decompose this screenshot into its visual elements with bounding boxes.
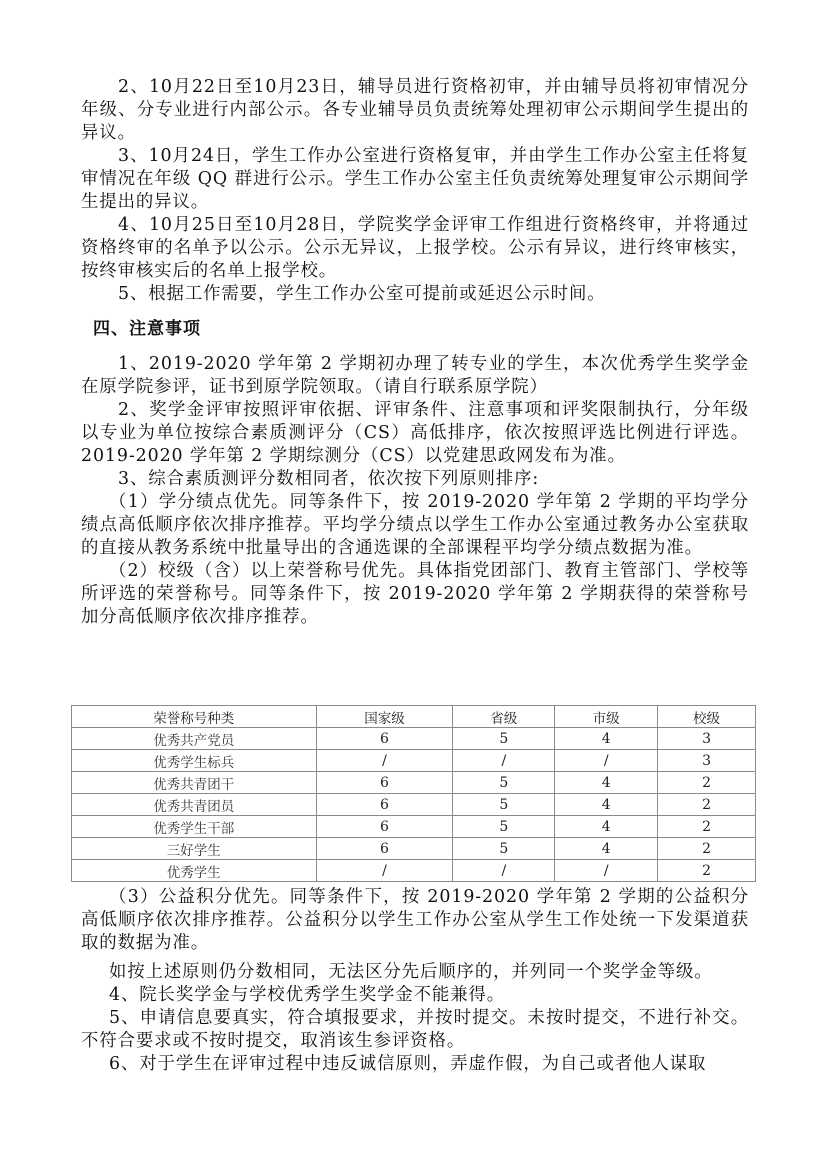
national-points: 6 [316,816,453,838]
paragraph-note-2: 2、奖学金评审按照评审依据、评审条件、注意事项和评奖限制执行，分年级以专业为单位按综合素质测评分（CS）高低排序，依次按照评选比例进行评选。2019-2020 学年第 2 学期综测分（CS）以党建思政网发布为准。 [81,400,749,466]
honor-name: 三好学生 [72,838,317,860]
honor-points-table [71,705,756,882]
city-points: / [555,750,658,772]
document-body-continued [81,886,749,1076]
city-points: 4 [555,728,658,750]
paragraph-step-4: 4、10月25日至10月28日，学院奖学金评审工作组进行资格终审，并将通过资格终审的名单予以公示。公示无异议，上报学校。公示有异议，进行终审核实，按终审核实后的名单上报学校。 [81,215,749,281]
header-school: 校级 [658,706,756,728]
table-row [72,772,756,794]
paragraph-rule-3: （3）公益积分优先。同等条件下，按 2019-2020 学年第 2 学期的公益积分高低顺序依次排序推荐。公益积分以学生工作办公室从学生工作处统一下发渠道获取的数据为准。 [81,887,749,953]
paragraph-note-3: 3、综合素质测评分数相同者，依次按下列原则排序: [118,469,540,489]
national-points: / [316,860,453,882]
honor-name: 优秀共青团员 [72,794,317,816]
provincial-points: 5 [453,794,555,816]
document-body [81,76,749,629]
paragraph-rule-2: （2）校级（含）以上荣誉称号优先。具体指党团部门、教育主管部门、学校等所评选的荣誉称号。同等条件下，按 2019-2020 学年第 2 学期获得的荣誉称号加分高低顺序依次排序推荐。 [81,561,749,627]
header-provincial: 省级 [453,706,555,728]
honor-name: 优秀学生干部 [72,816,317,838]
national-points: 6 [316,772,453,794]
header-city: 市级 [555,706,658,728]
school-points: 2 [658,816,756,838]
provincial-points: 5 [453,838,555,860]
school-points: 3 [658,750,756,772]
national-points: 6 [316,728,453,750]
provincial-points: / [453,860,555,882]
table-row [72,794,756,816]
header-national: 国家级 [316,706,453,728]
provincial-points: 5 [453,816,555,838]
national-points: / [316,750,453,772]
paragraph-tie-rule: 如按上述原则仍分数相同，无法区分先后顺序的，并列同一个奖学金等级。 [109,962,713,982]
table-row [72,838,756,860]
table-row [72,750,756,772]
honor-name: 优秀学生标兵 [72,750,317,772]
paragraph-rule-1: （1）学分绩点优先。同等条件下，按 2019-2020 学年第 2 学期的平均学分绩点高低顺序依次排序推荐。平均学分绩点以学生工作办公室通过教务办公室获取的直接从教务系统中批量导出的含通选课的全部课程平均学分绩点数据为准。 [81,492,749,558]
paragraph-step-3: 3、10月24日，学生工作办公室进行资格复审，并由学生工作办公室主任将复审情况在年级 QQ 群进行公示。学生工作办公室主任负责统筹处理复审公示期间学生提出的异议。 [81,146,749,212]
city-points: 4 [555,838,658,860]
paragraph-note-1: 1、2019-2020 学年第 2 学期初办理了转专业的学生，本次优秀学生奖学金在原学院参评，证书到原学院领取。（请自行联系原学院） [81,354,749,397]
school-points: 2 [658,838,756,860]
provincial-points: / [453,750,555,772]
city-points: 4 [555,772,658,794]
paragraph-note-5: 5、申请信息要真实，符合填报要求，并按时提交。未按时提交，不进行补交。不符合要求或不按时提交，取消该生参评资格。 [81,1008,749,1051]
provincial-points: 5 [453,728,555,750]
school-points: 3 [658,728,756,750]
header-honor-type: 荣誉称号种类 [72,706,317,728]
city-points: 4 [555,816,658,838]
table-header-row [72,706,756,728]
table-row [72,728,756,750]
honor-name: 优秀共产党员 [72,728,317,750]
national-points: 6 [316,838,453,860]
national-points: 6 [316,794,453,816]
city-points: 4 [555,794,658,816]
paragraph-step-2: 2、10月22日至10月23日，辅导员进行资格初审，并由辅导员将初审情况分年级、分专业进行内部公示。各专业辅导员负责统筹处理初审公示期间学生提出的异议。 [81,77,749,143]
city-points: / [555,860,658,882]
paragraph-step-5: 5、根据工作需要，学生工作办公室可提前或延迟公示时间。 [118,284,606,304]
school-points: 2 [658,794,756,816]
school-points: 2 [658,860,756,882]
honor-name: 优秀共青团干 [72,772,317,794]
provincial-points: 5 [453,772,555,794]
table-row [72,860,756,882]
table-row [72,816,756,838]
school-points: 2 [658,772,756,794]
honor-name: 优秀学生 [72,860,317,882]
paragraph-note-4: 4、院长奖学金与学校优秀学生奖学金不能兼得。 [109,985,506,1005]
paragraph-note-6: 6、对于学生在评审过程中违反诚信原则，弄虚作假，为自己或者他人谋取 [109,1054,707,1074]
section-heading-notes: 四、注意事项 [93,319,201,339]
